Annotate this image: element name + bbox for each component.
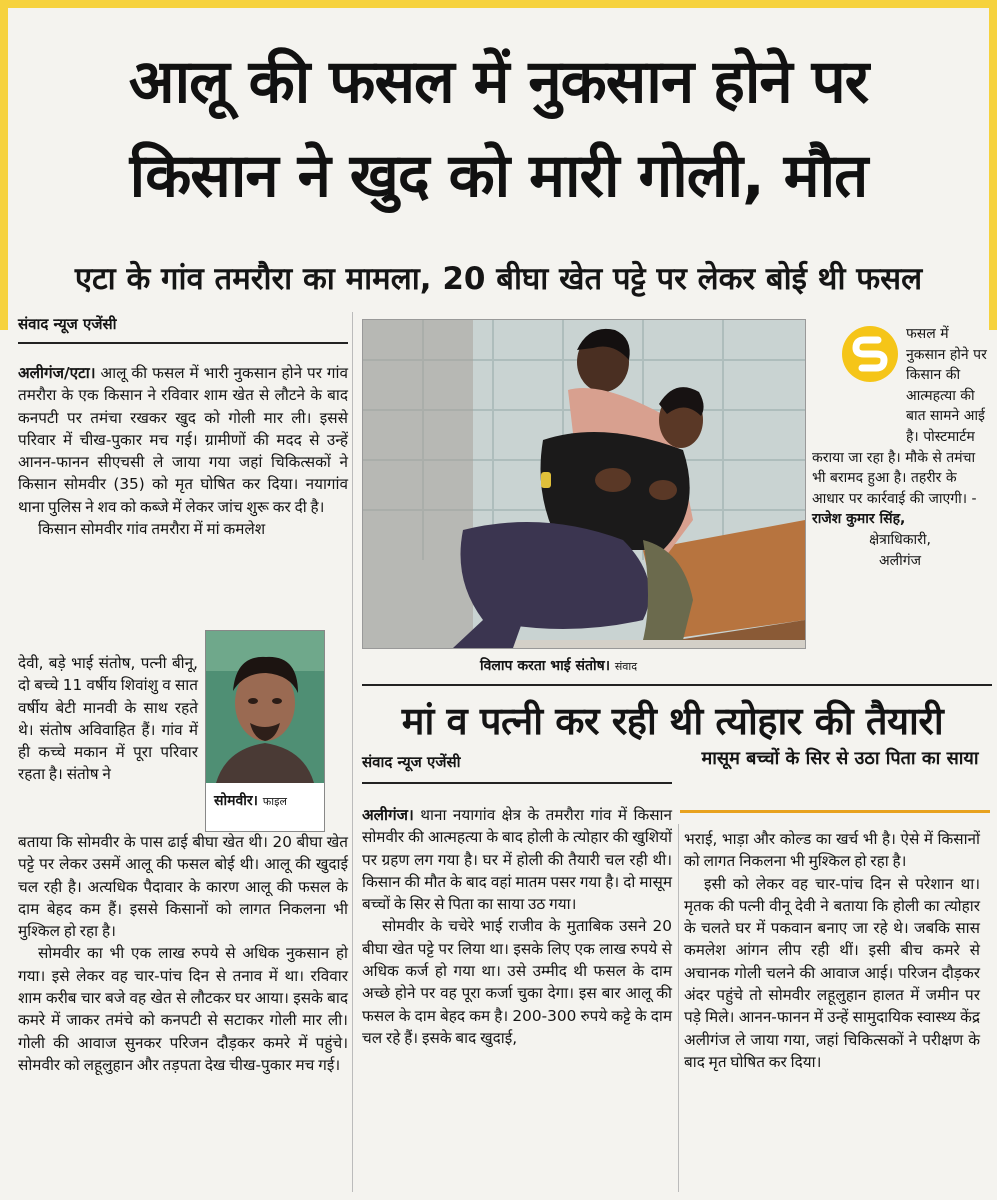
story2-col1-paragraph-1: अलीगंज। थाना नयागांव क्षेत्र के तमरौरा गांव में किसान सोमवीर की आत्महत्या के बाद होली के त्योहार की खुशियों पर ग्रहण लग गया है। घर में होली की तैयारी चल रही थी। किसान की मौत के बाद वहां मातम पसर गया है। दो मासूम बच्चों के सिर से पिता का साया उठ गया। [362, 806, 672, 914]
portrait-caption: सोमवीर। फाइल [214, 793, 287, 809]
story2-col1-paragraph-2: सोमवीर के चचेरे भाई राजीव के मुताबिक उसने 20 बीघा खेत पट्टे पर लिया था। इसके लिए एक लाख रुपये से अधिक कर्ज हो गया था। उसे उम्मीद थी फसल के दाम अच्छे होने पर वह पूरा कर्जा चुका देगा। इस बार आलू की फसल के दाम बेहद कम है। 200-300 रुपये कट्टे के दाम चल रहे हैं। इसके बाद खुदाई, [362, 917, 672, 1047]
story2-column-1 [362, 804, 672, 1049]
left-credit: संवाद न्यूज एजेंसी [18, 315, 117, 333]
column-divider [352, 312, 353, 1192]
quote-location: अलीगंज [878, 552, 922, 569]
logo-spacer [812, 324, 906, 444]
left-article-narrow [18, 652, 198, 786]
story2-placeline: अलीगंज। [362, 806, 414, 824]
left-paragraph-3: सोमवीर का भी एक लाख रुपये से अधिक नुकसान हो गया। इसे लेकर वह चार-पांच दिन से तनाव में था। रविवार शाम करीब चार बजे वह खेत से लौटकर घर आया। इसके बाद कमरे में जाकर तमंचे को कनपटी से सटाकर गोली मार ली। गोली की आवाज सुनकर परिजन दौड़कर कमरे में पहुंचे। सोमवीर को लहूलुहान और तड़पता देख चीख-पुकार मच गई। [18, 944, 348, 1074]
quote-officer-name: राजेश कुमार सिंह, [812, 511, 906, 528]
officer-quote [812, 324, 988, 571]
left-article-bottom [18, 831, 348, 1076]
quote-text: फसल में नुकसान होने पर किसान की आत्महत्या की बात सामने आई है। पोस्टमार्टम कराया जा रहा है। मौके से तमंचा भी बरामद हुआ है। तहरीर के आधार पर कार्रवाई की जाएगी। - [812, 326, 987, 507]
somveer-portrait [205, 630, 325, 832]
portrait-image [206, 631, 324, 783]
left-paragraph-2-rest: बताया कि सोमवीर के पास ढाई बीघा खेत थी। 20 बीघा खेत पट्टे पर लेकर उसमें आलू की फसल बोई थी। आलू की खुदाई चल रही है। अत्यधिक पैदावार के कारण आलू की फसल के दाम बेहद कम हैं। इससे किसानों को लागत निकलना भी मुश्किल हो रहा है। [18, 833, 348, 941]
story2-box-headline: मासूम बच्चों के सिर से उठा पिता का साया [701, 748, 979, 769]
left-paragraph-2-top: किसान सोमवीर गांव तमरौरा में मां कमलेश [38, 520, 266, 539]
left-paragraph-2-narrow: देवी, बड़े भाई संतोष, पत्नी बीनू, दो बच्चे 11 वर्षीय शिवांशु व सात वर्षीय बेटी मानवी के साथ रहते थे। संतोष अविवाहित हैं। गांव में ही कच्चे मकान में पूरा परिवार रहता है। संतोष ने [18, 654, 198, 784]
photo-caption: विलाप करता भाई संतोष। संवाद [480, 658, 638, 674]
top-edge-band [0, 0, 997, 8]
grieving-brother-photo [363, 320, 805, 648]
left-credit-rule [18, 342, 348, 344]
left-placeline: अलीगंज/एटा। [18, 364, 96, 382]
story2-col2-paragraph-2: इसी को लेकर वह चार-पांच दिन से परेशान था। मृतक की पत्नी वीनू देवी ने बताया कि होली का त्योहार के चलते घर में पकवान बनाए जा रहे थे। जबकि सास कमलेश आंगन लीप रही थीं। इसी बीच कमरे से अचानक गोली चलने की आवाज आई। परिजन दौड़कर अंदर पहुंचे तो सोमवीर लहूलुहान हालत में जमीन पर पड़े मिले। आनन-फानन में उन्हें सामुदायिक स्वास्थ्य केंद्र अलीगंज ले जाया गया, जहां चिकित्सकों ने परीक्षण के बाद मृत घोषित कर दिया। [684, 874, 980, 1071]
main-photo [362, 319, 806, 649]
story2-headline: मां व पत्नी कर रही थी त्योहार की तैयारी [401, 699, 944, 743]
quote-designation: क्षेत्राधिकारी, [869, 531, 931, 548]
story2-divider [678, 824, 679, 1192]
box-headline-underline [680, 810, 990, 813]
story2-credit-rule [362, 782, 672, 784]
story2-column-2 [684, 828, 980, 1073]
headline-line-2: किसान ने खुद को मारी गोली, मौत [129, 141, 868, 211]
story2-col2-paragraph-1: भराई, भाड़ा और कोल्ड का खर्च भी है। ऐसे में किसानों को लागत निकलना भी मुश्किल हो रहा है। [684, 830, 980, 871]
headline-line-1: आलू की फसल में नुकसान होने पर [128, 47, 869, 117]
story2-credit: संवाद न्यूज एजेंसी [362, 753, 461, 771]
subheadline: एटा के गांव तमरौरा का मामला, 20 बीघा खेत पट्टे पर लेकर बोई थी फसल [74, 261, 923, 297]
story2-top-rule [362, 684, 992, 686]
left-paragraph-1: अलीगंज/एटा। आलू की फसल में भारी नुकसान होने पर गांव तमरौरा के एक किसान ने रविवार शाम खेत से लौटने के बाद कनपटी पर तमंचा रखकर खुद को गोली मार ली। इससे परिवार में चीख-पुकार मच गई। ग्रामीणों की मदद से उन्हें आनन-फानन सीएचसी ले जाया गया जहां चिकित्सकों ने किसान सोमवीर (35) को मृत घोषित कर दिया। नयागांव थाना पुलिस ने शव को कब्जे में लेकर जांच शुरू कर दी है। [18, 364, 348, 516]
left-article-top [18, 362, 348, 540]
photo-caption-credit: संवाद [614, 660, 638, 673]
portrait-caption-credit: फाइल [262, 795, 287, 808]
